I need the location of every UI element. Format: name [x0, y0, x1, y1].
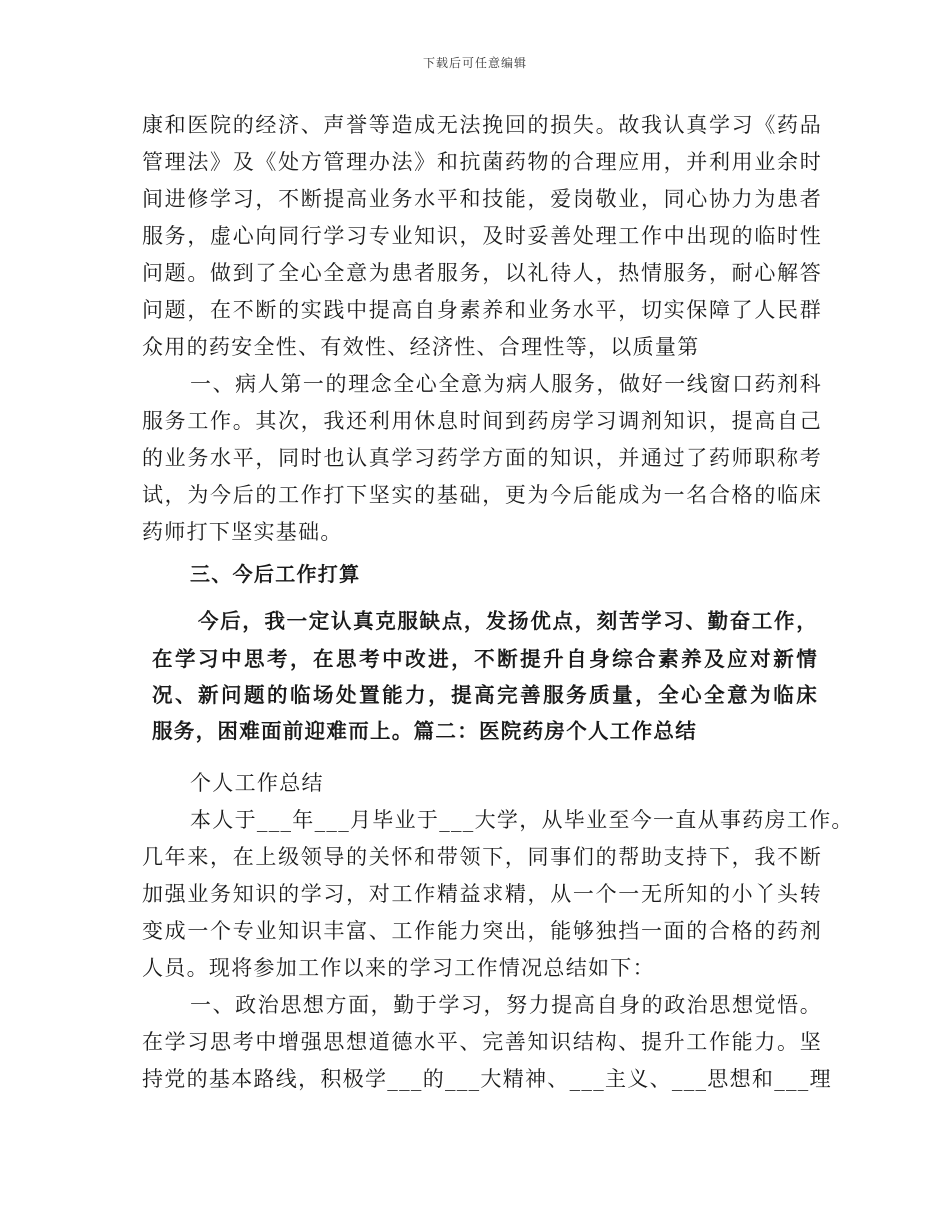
body-line-15: 加强业务知识的学习，对工作精益求精，从一个一无所知的小丫头转 — [142, 882, 822, 906]
body-line-13: 本人于___年___月毕业于___大学，从毕业至今一直从事药房工作。 — [190, 808, 854, 832]
body-line-2: 管理法》及《处方管理办法》和抗菌药物的合理应用，并利用业余时 — [142, 150, 822, 174]
body-line-5: 问题。做到了全心全意为患者服务，以礼待人，热情服务，耐心解答 — [142, 261, 822, 285]
body-line-12: 药师打下坚实基础。 — [142, 520, 343, 544]
bold-line-2: 在学习中思考，在思考中改进，不断提升自身综合素养及应对新情 — [152, 647, 818, 671]
section-heading: 三、今后工作打算 — [190, 562, 361, 586]
body-line-8: 一、病人第一的理念全心全意为病人服务，做好一线窗口药剂科 — [190, 372, 822, 396]
body-line-1: 康和医院的经济、声誉等造成无法挽回的损失。故我认真学习《药品 — [142, 113, 822, 137]
page-header: 下载后可任意编辑 — [422, 56, 527, 70]
body-line-4: 服务，虚心向同行学习专业知识，及时妥善处理工作中出现的临时性 — [142, 224, 822, 248]
body-line-3: 间进修学习，不断提高业务水平和技能，爱岗敬业，同心协力为患者 — [142, 187, 822, 211]
body-line-9: 服务工作。其次，我还利用休息时间到药房学习调剂知识，提高自己 — [142, 409, 822, 433]
bold-line-3: 况、新问题的临场处置能力，提高完善服务质量，全心全意为临床 — [152, 683, 818, 707]
subtitle: 个人工作总结 — [190, 771, 324, 795]
body-line-7: 众用的药安全性、有效性、经济性、合理性等，以质量第 — [142, 335, 700, 359]
body-line-17: 人员。现将参加工作以来的学习工作情况总结如下： — [142, 956, 655, 980]
body-line-11: 试，为今后的工作打下坚实的基础，更为今后能成为一名合格的临床 — [142, 483, 822, 507]
body-line-10: 的业务水平，同时也认真学习药学方面的知识，并通过了药师职称考 — [142, 446, 822, 470]
body-line-16: 变成一个专业知识丰富、工作能力突出，能够独挡一面的合格的药剂 — [142, 919, 822, 943]
body-line-18: 一、政治思想方面，勤于学习，努力提高自身的政治思想觉悟。 — [190, 993, 822, 1017]
body-line-20: 持党的基本路线，积极学___的___大精神、___主义、___思想和___理 — [142, 1067, 832, 1091]
body-line-14: 几年来，在上级领导的关怀和带领下，同事们的帮助支持下，我不断 — [142, 845, 822, 869]
bold-line-1: 今后，我一定认真克服缺点，发扬优点，刻苦学习、勤奋工作， — [198, 609, 818, 633]
body-line-6: 问题，在不断的实践中提高自身素养和业务水平，切实保障了人民群 — [142, 298, 822, 322]
body-line-19: 在学习思考中增强思想道德水平、完善知识结构、提升工作能力。坚 — [142, 1030, 822, 1054]
bold-line-4: 服务，困难面前迎难而上。篇二：医院药房个人工作总结 — [152, 719, 697, 743]
